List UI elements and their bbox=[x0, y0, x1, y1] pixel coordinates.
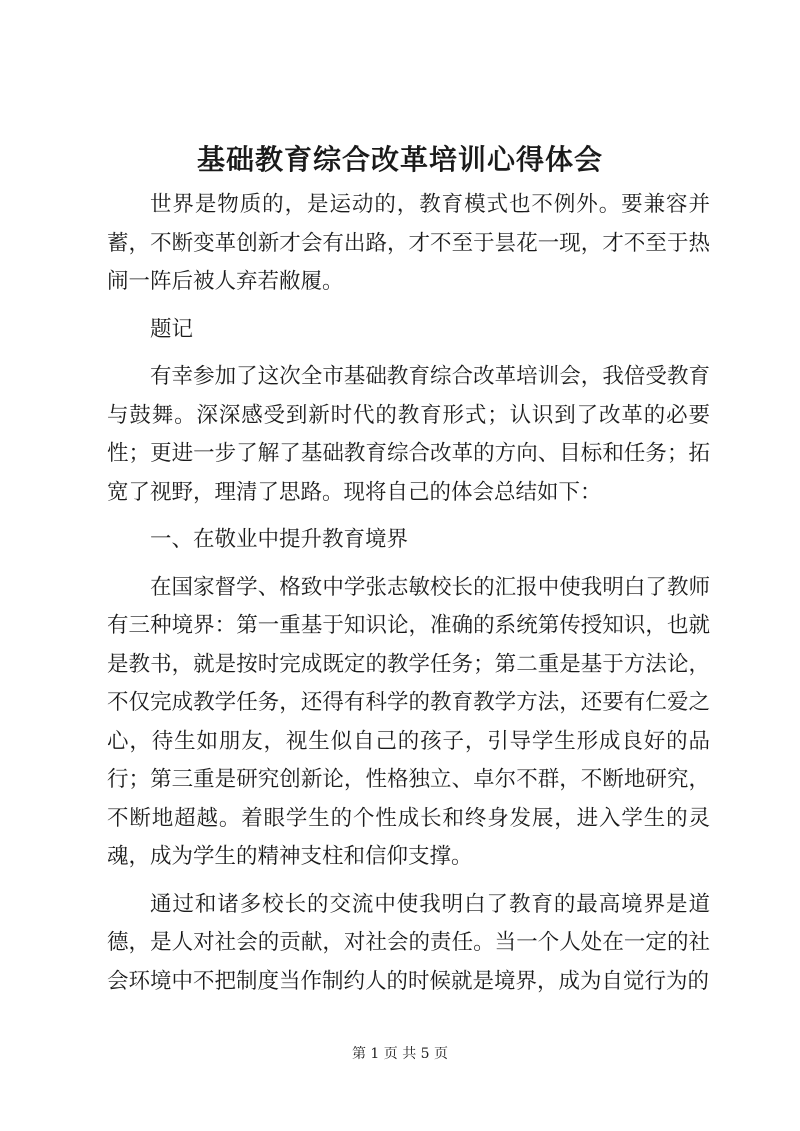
paragraph-epigraph-label: 题记 bbox=[150, 316, 194, 342]
document-title: 基础教育综合改革培训心得体会 bbox=[196, 143, 603, 176]
page-number: 第 1 页 共 5 页 bbox=[351, 1046, 449, 1062]
document-body bbox=[107, 186, 710, 1001]
paragraph-overview: 有幸参加了这次全市基础教育综合改革培训会，我倍受教育与鼓舞。深深感受到新时代的教育形式；认识到了改革的必要性；更进一步了解了基础教育综合改革的方向、目标和任务；拓宽了视野，理清了思路。现将自己的体会总结如下： bbox=[107, 364, 710, 505]
paragraph-highest-realm: 通过和诸多校长的交流中使我明白了教育的最高境界是道德，是人对社会的贡献，对社会的责任。当一个人处在一定的社会环境中不把制度当作制约人的时候就是境界，成为自觉行为的 bbox=[107, 891, 710, 994]
paragraph-intro: 世界是物质的，是运动的，教育模式也不例外。要兼容并蓄，不断变革创新才会有出路，才不至于昙花一现，才不至于热闹一阵后被人弃若敝履。 bbox=[107, 192, 710, 294]
paragraph-three-realms: 在国家督学、格致中学张志敏校长的汇报中使我明白了教师有三种境界：第一重基于知识论，准确的系统第传授知识，也就是教书，就是按时完成既定的教学任务；第二重是基于方法论，不仅完成教学任务，还得有科学的教育教学方法，还要有仁爱之心，待生如朋友，视生似自己的孩子，引导学生形成良好的品行；第三重是研究创新论，性格独立、卓尔不群，不断地研究，不断地超越。着眼学生的个性成长和终身发展，进入学生的灵魂，成为学生的精神支柱和信仰支撑。 bbox=[107, 574, 710, 869]
section-heading: 一、在敬业中提升教育境界 bbox=[150, 527, 409, 552]
